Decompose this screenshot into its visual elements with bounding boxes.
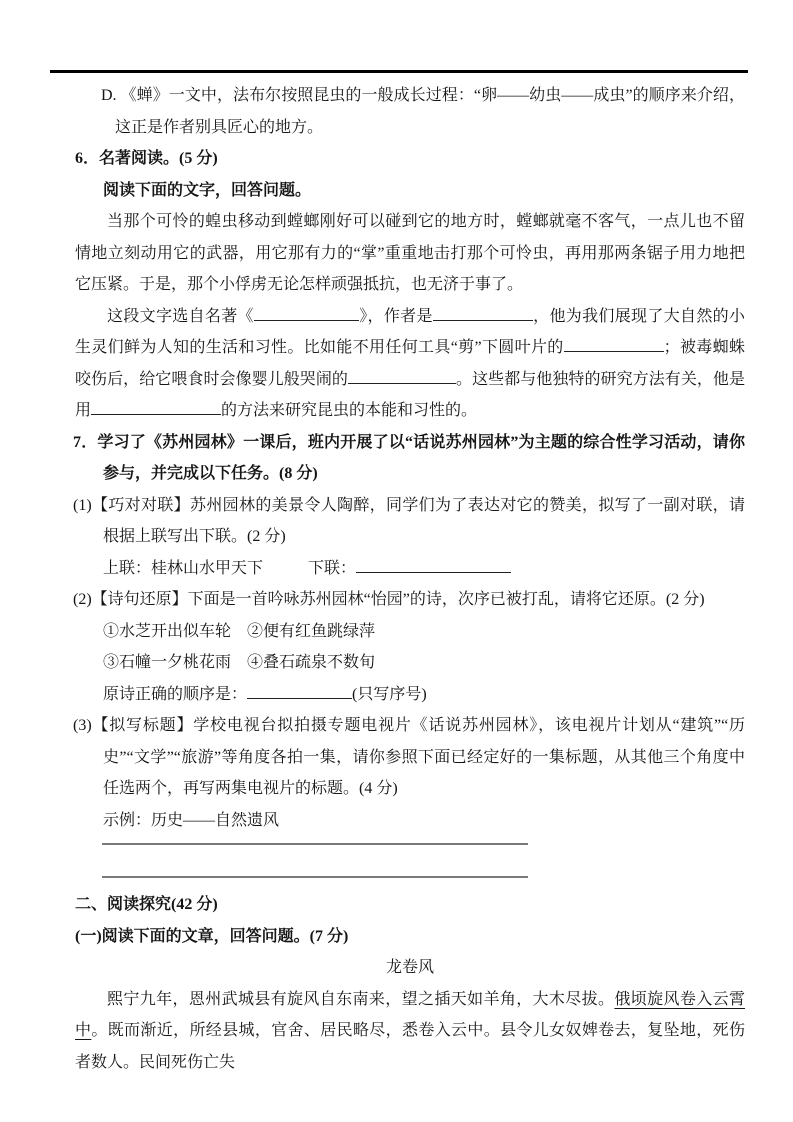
text-segment: ；被毒蜘蛛咬伤后，给它喂食时会像婴儿般哭闹的 bbox=[75, 339, 745, 388]
section-2-heading: 二、阅读探究(42 分) bbox=[75, 896, 218, 913]
underlined-text: 俄顷旋风卷入云霄中 bbox=[75, 990, 745, 1039]
text-segment: 的方法来研究昆虫的本能和习性的。 bbox=[221, 402, 478, 419]
fill-in-blank bbox=[356, 558, 511, 573]
article-paragraph bbox=[75, 984, 745, 1079]
couplet-line bbox=[75, 553, 745, 585]
question-6-fill-in-paragraph bbox=[75, 301, 745, 427]
fill-in-blank bbox=[247, 684, 352, 699]
top-divider-rule bbox=[50, 70, 748, 73]
question-6-instruction: 阅读下面的文字，回答问题。 bbox=[103, 181, 312, 199]
fill-in-blank bbox=[564, 337, 664, 352]
article-title: 龙卷风 bbox=[385, 959, 434, 976]
text-segment: 下联： bbox=[308, 559, 357, 577]
text-segment: 熙宁九年，恩州武城县有旋风自东南来，望之插天如羊角，大木尽拔。 bbox=[107, 990, 615, 1008]
text-segment: 原诗正确的顺序是： bbox=[103, 685, 248, 703]
question-7-task-1: (1)【巧对对联】苏州园林的美景令人陶醉，同学们为了表达对它的赞美，拟写了一副对联，请根据上联写出下联。(2 分) bbox=[73, 496, 745, 545]
exam-content bbox=[75, 80, 745, 1078]
fill-in-blank bbox=[91, 400, 221, 415]
option-d: D. 《蝉》一文中，法布尔按照昆虫的一般成长过程：“卵——幼虫——成虫”的顺序来介绍，这正是作者别具匠心的地方。 bbox=[101, 87, 745, 136]
title-example-line: 示例：历史——自然遗风 bbox=[103, 811, 280, 829]
text-segment: 上联：桂林山水甲天下 bbox=[103, 559, 264, 577]
poem-line-1: ①水芝开出似车轮 ②便有红鱼跳绿萍 bbox=[103, 622, 376, 640]
text-segment: 这段文字选自名著《 bbox=[107, 307, 254, 325]
question-7-task-2: (2)【诗句还原】下面是一首吟咏苏州园林“怡园”的诗，次序已被打乱，请将它还原。(2 分) bbox=[73, 591, 705, 608]
fill-in-blank bbox=[348, 369, 456, 384]
text-segment: ，他为我们展现了大自然的小生灵们鲜为人知的生活和习性。比如能不用任何工具“剪”下圆叶片的 bbox=[75, 307, 745, 356]
question-6-heading: 6．名著阅读。(5 分) bbox=[75, 150, 218, 167]
fill-in-blank bbox=[254, 306, 359, 321]
question-6-passage: 当那个可怜的蝗虫移动到螳螂刚好可以碰到它的地方时，螳螂就毫不客气，一点儿也不留情地立刻动用它的武器，用它那有力的“掌”重重地击打那个可怜虫，再用那两条锯子用力地把它压紧。于是，那个小俘虏无论怎样顽强抵抗，也无济于事了。 bbox=[75, 213, 745, 293]
text-segment: 。既而渐近，所经县城，官舍、居民略尽，悉卷入云中。县令儿女奴婢卷去，复坠地，死伤者数人。民间死伤亡失 bbox=[75, 1022, 745, 1071]
poem-order-line bbox=[75, 679, 745, 711]
question-7-task-3: (3)【拟写标题】学校电视台拟拍摄专题电视片《话说苏州园林》，该电视片计划从“建筑”“历史”“文学”“旅游”等角度各拍一集，请你参照下面已经定好的一集标题，从其他三个角度中任选两个，再写两集电视片的标题。(4 分) bbox=[73, 717, 745, 797]
fill-in-blank bbox=[433, 306, 533, 321]
poem-line-2: ③石幢一夕桃花雨 ④叠石疏泉不数旬 bbox=[103, 654, 376, 671]
answer-line-2 bbox=[102, 845, 528, 878]
answer-line-1 bbox=[102, 836, 528, 845]
text-segment: (只写序号) bbox=[352, 685, 427, 703]
text-segment: 。这些都与他独特的研究方法有关，他是用 bbox=[75, 370, 745, 419]
text-segment: 》，作者是 bbox=[358, 307, 433, 325]
question-7-heading: 7．学习了《苏州园林》一课后，班内开展了以“话说苏州园林”为主题的综合性学习活动，请你参与，并完成以下任务。(8 分) bbox=[73, 433, 745, 482]
section-2-subheading: (一)阅读下面的文章，回答问题。(7 分) bbox=[75, 927, 349, 945]
